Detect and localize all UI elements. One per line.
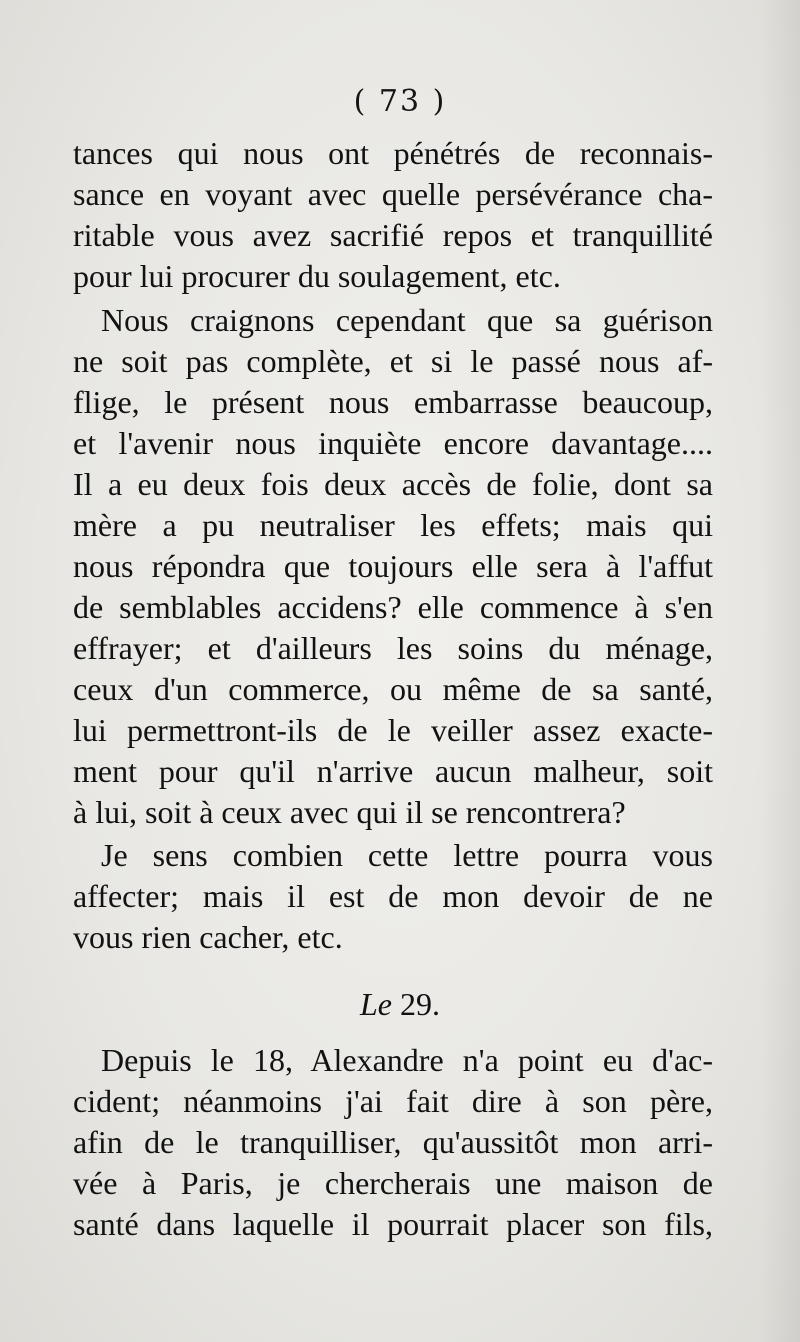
text-line: nous répondra que toujours elle sera à l'affut [73,548,713,584]
paragraph-1 [73,133,713,297]
page-number: ( 73 ) [353,84,447,119]
text-line: tances qui nous ont pénétrés de reconnais- [73,135,713,171]
text-line: santé dans laquelle il pourrait placer son fils, [73,1206,713,1242]
text-line: effrayer; et d'ailleurs les soins du ménage, [73,630,713,666]
text-line: ment pour qu'il n'arrive aucun malheur, soit [73,753,713,789]
paragraph-2 [73,300,713,833]
text-line: à lui, soit à ceux avec qui il se rencontrera? [73,794,626,830]
date-heading-day: 29. [400,986,440,1022]
text-line: mère a pu neutraliser les effets; mais qui [73,507,713,543]
text-line: ritable vous avez sacrifié repos et tranquillité [73,217,713,253]
text-line: Il a eu deux fois deux accès de folie, dont sa [73,466,713,502]
text-line: ceux d'un commerce, ou même de sa santé, [73,671,713,707]
paragraph-3 [73,835,713,958]
text-line: afin de le tranquilliser, qu'aussitôt mon arri- [73,1124,713,1160]
text-line: Nous craignons cependant que sa guérison [101,302,713,338]
text-line: Depuis le 18, Alexandre n'a point eu d'ac- [101,1042,713,1078]
text-line: Je sens combien cette lettre pourra vous [101,837,713,873]
text-line: de semblables accidens? elle commence à s'en [73,589,713,625]
text-line: cident; néanmoins j'ai fait dire à son père, [73,1083,713,1119]
text-line: sance en voyant avec quelle persévérance cha- [73,176,713,212]
date-heading [0,986,800,1023]
text-line: lui permettront-ils de le veiller assez exacte- [73,712,713,748]
text-line: pour lui procurer du soulagement, etc. [73,258,561,294]
text-line: ne soit pas complète, et si le passé nous af- [73,343,713,379]
page-edge-shadow [760,0,800,1342]
text-line: affecter; mais il est de mon devoir de ne [73,878,713,914]
paragraph-4 [73,1040,713,1245]
text-line: vée à Paris, je chercherais une maison de [73,1165,713,1201]
date-heading-le: Le [360,986,392,1022]
text-line: flige, le présent nous embarrasse beaucoup, [73,384,713,420]
text-line: vous rien cacher, etc. [73,919,343,955]
text-line: et l'avenir nous inquiète encore davantage.... [73,425,713,461]
